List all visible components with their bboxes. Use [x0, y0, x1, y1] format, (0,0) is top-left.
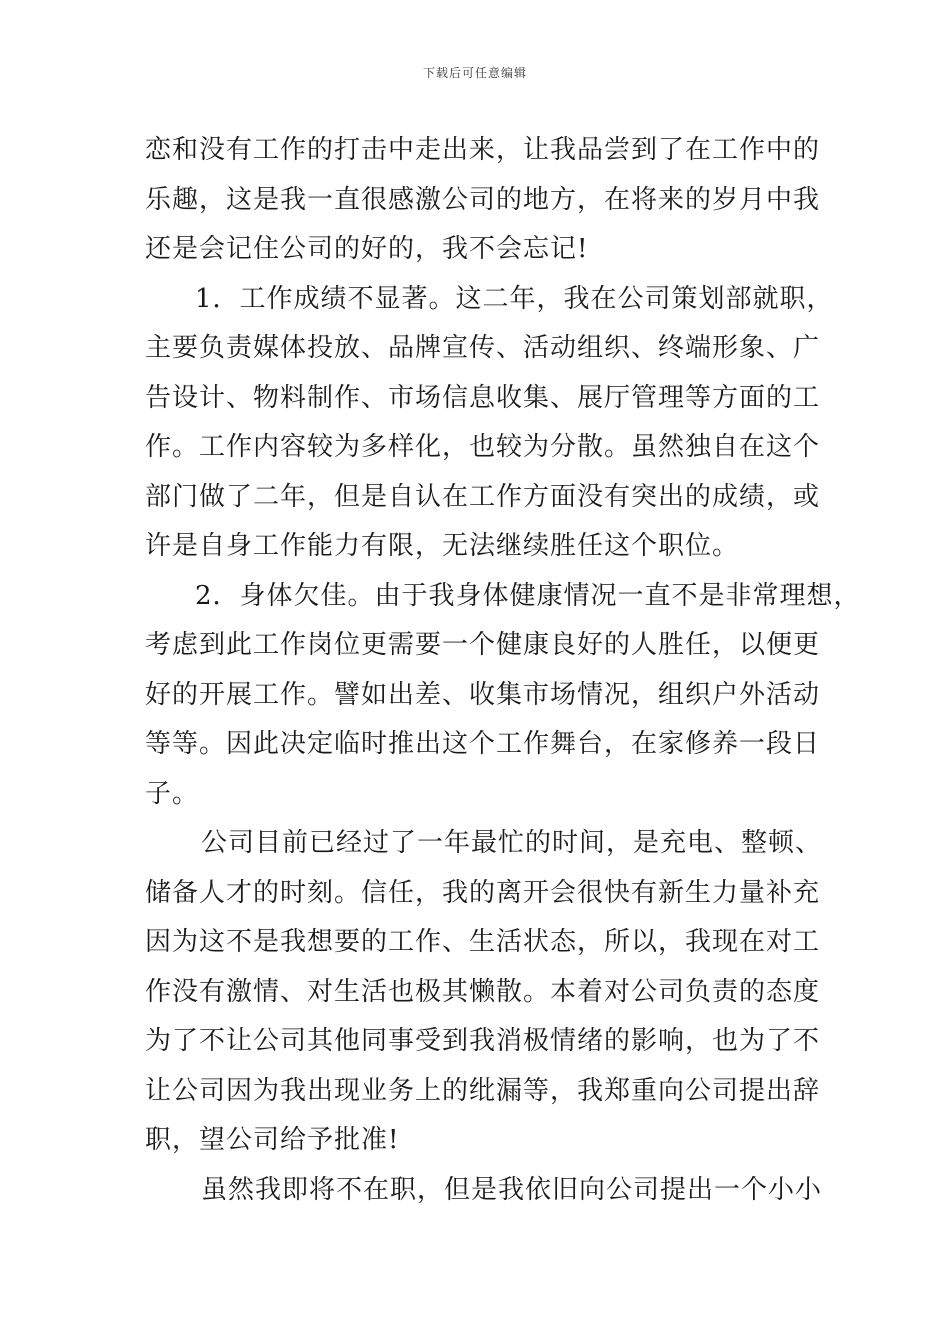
text-line: 乐趣，这是我一直很感激公司的地方，在将来的岁月中我	[145, 184, 821, 215]
text-line: 虽然我即将不在职，但是我依旧向公司提出一个小小	[201, 1174, 823, 1205]
text-line: 公司目前已经过了一年最忙的时间，是充电、整顿、	[201, 828, 823, 858]
text-line: 还是会记住公司的好的，我不会忘记!	[145, 234, 589, 264]
text-line: 职，望公司给予批准!	[145, 1125, 400, 1155]
text-line: 因为这不是我想要的工作、生活状态，所以，我现在对工	[145, 927, 821, 957]
text-line: 2．身体欠佳。由于我身体健康情况一直不是非常理想，	[195, 580, 861, 611]
text-line: 考虑到此工作岗位更需要一个健康良好的人胜任，以便更	[145, 630, 821, 660]
text-line: 作。工作内容较为多样化，也较为分散。虽然独自在这个	[145, 432, 821, 462]
text-line: 等等。因此决定临时推出这个工作舞台，在家修养一段日	[145, 729, 821, 759]
text-line: 主要负责媒体投放、品牌宣传、活动组织、终端形象、广	[145, 333, 821, 363]
text-line: 恋和没有工作的打击中走出来，让我品尝到了在工作中的	[145, 135, 821, 165]
document-body	[145, 126, 861, 1215]
text-line: 让公司因为我出现业务上的纰漏等，我郑重向公司提出辞	[145, 1075, 821, 1106]
text-line: 许是自身工作能力有限，无法继续胜任这个职位。	[145, 531, 740, 561]
text-line: 1．工作成绩不显著。这二年，我在公司策划部就职，	[195, 283, 834, 314]
text-line: 为了不让公司其他同事受到我消极情绪的影响，也为了不	[145, 1026, 821, 1056]
text-line: 储备人才的时刻。信任，我的离开会很快有新生力量补充	[145, 877, 821, 908]
text-line: 部门做了二年，但是自认在工作方面没有突出的成绩，或	[145, 481, 821, 512]
text-line: 好的开展工作。譬如出差、收集市场情况，组织户外活动	[145, 679, 821, 710]
text-line: 告设计、物料制作、市场信息收集、展厅管理等方面的工	[145, 382, 821, 413]
text-line: 作没有激情、对生活也极其懒散。本着对公司负责的态度	[145, 976, 821, 1007]
text-line: 子。	[145, 778, 200, 809]
page-header: 下载后可任意编辑	[422, 66, 527, 80]
